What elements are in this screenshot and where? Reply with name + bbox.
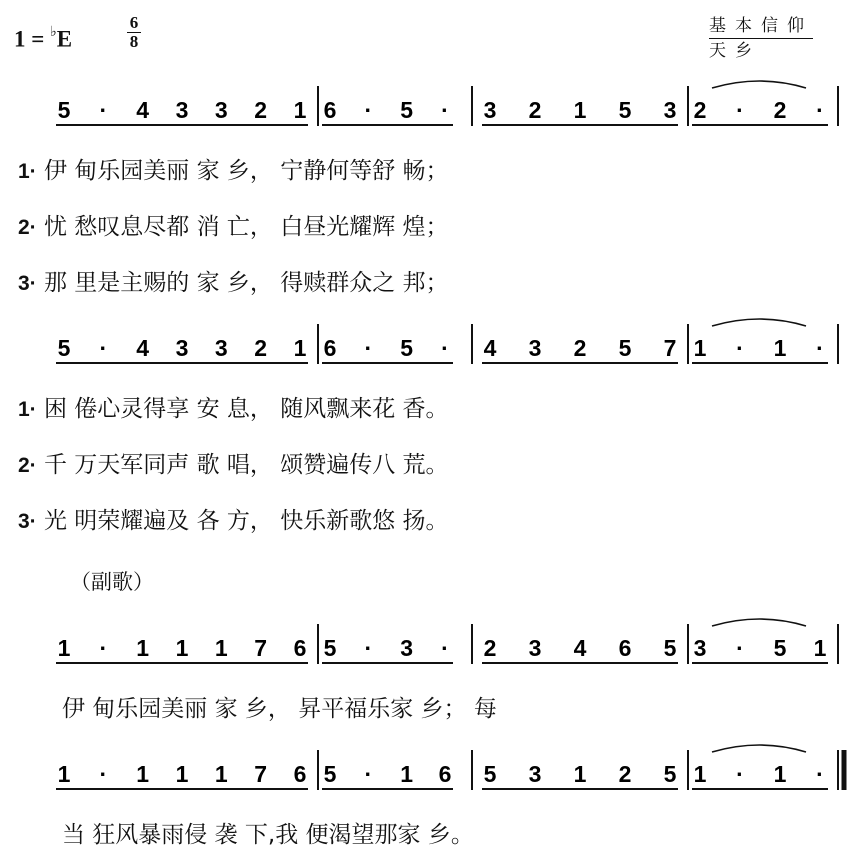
note: 2 <box>528 97 542 123</box>
lyric-text: 光 明荣耀遍及 各 方， 快乐新歌悠 扬。 <box>44 508 449 534</box>
note: 1 <box>773 335 787 361</box>
note: 4 <box>483 335 497 361</box>
note: 5 <box>323 635 337 661</box>
lyric-text: 当 狂风暴雨侵 袭 下,我 便渴望那家 乡。 <box>62 822 474 848</box>
note: 4 <box>136 335 150 361</box>
note: 3 <box>528 761 542 787</box>
note: 3 <box>214 335 228 361</box>
duration-dot: · <box>736 761 744 787</box>
note: 5 <box>57 97 71 123</box>
note: 6 <box>293 635 307 661</box>
flat-sign: ♭ <box>50 25 57 40</box>
verse-number: 2· <box>18 454 37 477</box>
duration-dot: · <box>816 761 824 787</box>
credits <box>709 14 813 63</box>
duration-dot: · <box>364 335 373 361</box>
note: 3 <box>693 635 707 661</box>
note: 5 <box>663 761 677 787</box>
credit-title: 基本信仰 <box>709 14 813 39</box>
tie-arc <box>712 81 806 88</box>
note: 1 <box>293 97 307 123</box>
lyric-text: 千 万天军同声 歌 唱， 颂赞遍传八 荒。 <box>44 452 449 478</box>
lyric-line <box>62 816 474 849</box>
note: 3 <box>214 97 228 123</box>
duration-dot: · <box>364 635 373 661</box>
note: 2 <box>618 761 632 787</box>
time-signature-top: 6 <box>129 13 139 32</box>
duration-dot: · <box>441 97 449 123</box>
duration-dot: · <box>736 335 744 361</box>
lyric-line <box>18 446 449 479</box>
note: 2 <box>573 335 587 361</box>
note: 3 <box>528 635 542 661</box>
note: 7 <box>254 761 268 787</box>
lyric-text: 伊 甸乐园美丽 家 乡， 昇平福乐家 乡； 每 <box>62 696 497 722</box>
lyric-line <box>18 390 449 423</box>
duration-dot: · <box>364 97 373 123</box>
lyric-text: 困 倦心灵得享 安 息， 随风飘来花 香。 <box>44 396 449 422</box>
verse-number: 1· <box>18 398 37 421</box>
note: 1 <box>175 761 189 787</box>
note: 1 <box>175 635 189 661</box>
duration-dot: · <box>364 761 373 787</box>
note: 6 <box>618 635 632 661</box>
note: 4 <box>573 635 587 661</box>
chorus-label: （副歌） <box>70 570 154 594</box>
note: 3 <box>175 97 189 123</box>
duration-dot: · <box>736 635 744 661</box>
verse-number: 1· <box>18 160 37 183</box>
note: 1 <box>400 761 414 787</box>
note: 7 <box>663 335 677 361</box>
verse-number: 3· <box>18 272 37 295</box>
note: 6 <box>438 761 452 787</box>
note: 5 <box>57 335 71 361</box>
duration-dot: · <box>441 635 449 661</box>
note: 7 <box>254 635 268 661</box>
note: 2 <box>483 635 497 661</box>
note: 3 <box>175 335 189 361</box>
note: 3 <box>400 635 414 661</box>
lyric-text: 伊 甸乐园美丽 家 乡， 宁静何等舒 畅； <box>44 158 449 184</box>
duration-dot: · <box>99 635 108 661</box>
lyric-line <box>62 690 497 723</box>
note: 5 <box>400 97 414 123</box>
key-signature: 1 = ♭E <box>14 25 73 52</box>
note: 1 <box>136 761 150 787</box>
notation-row-1 <box>0 78 855 138</box>
note: 3 <box>483 97 497 123</box>
duration-dot: · <box>99 761 108 787</box>
duration-dot: · <box>99 97 108 123</box>
note: 1 <box>214 761 228 787</box>
duration-dot: · <box>736 97 744 123</box>
credit-source: 天乡 <box>709 41 761 61</box>
note: 1 <box>57 761 71 787</box>
duration-dot: · <box>816 335 824 361</box>
note: 1 <box>57 635 71 661</box>
notation-row-2 <box>0 316 855 376</box>
lyric-line <box>18 502 449 535</box>
note: 1 <box>573 761 587 787</box>
note: 1 <box>293 335 307 361</box>
lyric-line <box>18 208 449 241</box>
note: 1 <box>573 97 587 123</box>
time-signature-bottom: 8 <box>129 32 139 51</box>
note: 4 <box>136 97 150 123</box>
lyric-text: 忧 愁叹息尽都 消 亡， 白昼光耀辉 煌； <box>44 214 449 240</box>
time-signature <box>126 14 142 51</box>
note: 5 <box>773 635 787 661</box>
duration-dot: · <box>441 335 449 361</box>
note: 5 <box>323 761 337 787</box>
note: 6 <box>323 335 337 361</box>
verse-number: 3· <box>18 510 37 533</box>
note: 1 <box>693 761 707 787</box>
duration-dot: · <box>816 97 824 123</box>
note: 2 <box>254 335 268 361</box>
note: 6 <box>293 761 307 787</box>
note: 1 <box>136 635 150 661</box>
note: 6 <box>323 97 337 123</box>
note: 5 <box>618 97 632 123</box>
note: 5 <box>483 761 497 787</box>
tie-arc <box>712 619 806 626</box>
lyric-text: 那 里是主赐的 家 乡， 得赎群众之 邦； <box>44 270 449 296</box>
tie-arc <box>712 745 806 752</box>
note: 3 <box>528 335 542 361</box>
note: 5 <box>400 335 414 361</box>
note: 1 <box>214 635 228 661</box>
note: 3 <box>663 97 677 123</box>
notation-row-3 <box>0 616 855 676</box>
note: 2 <box>254 97 268 123</box>
note: 5 <box>663 635 677 661</box>
verse-number: 2· <box>18 216 37 239</box>
tie-arc <box>712 319 806 326</box>
note: 1 <box>693 335 707 361</box>
notation-row-4 <box>0 742 855 802</box>
note: 1 <box>773 761 787 787</box>
duration-dot: · <box>99 335 108 361</box>
note: 2 <box>693 97 707 123</box>
note: 1 <box>813 635 827 661</box>
note: 5 <box>618 335 632 361</box>
lyric-line <box>18 152 449 185</box>
note: 2 <box>773 97 787 123</box>
lyric-line <box>18 264 449 297</box>
